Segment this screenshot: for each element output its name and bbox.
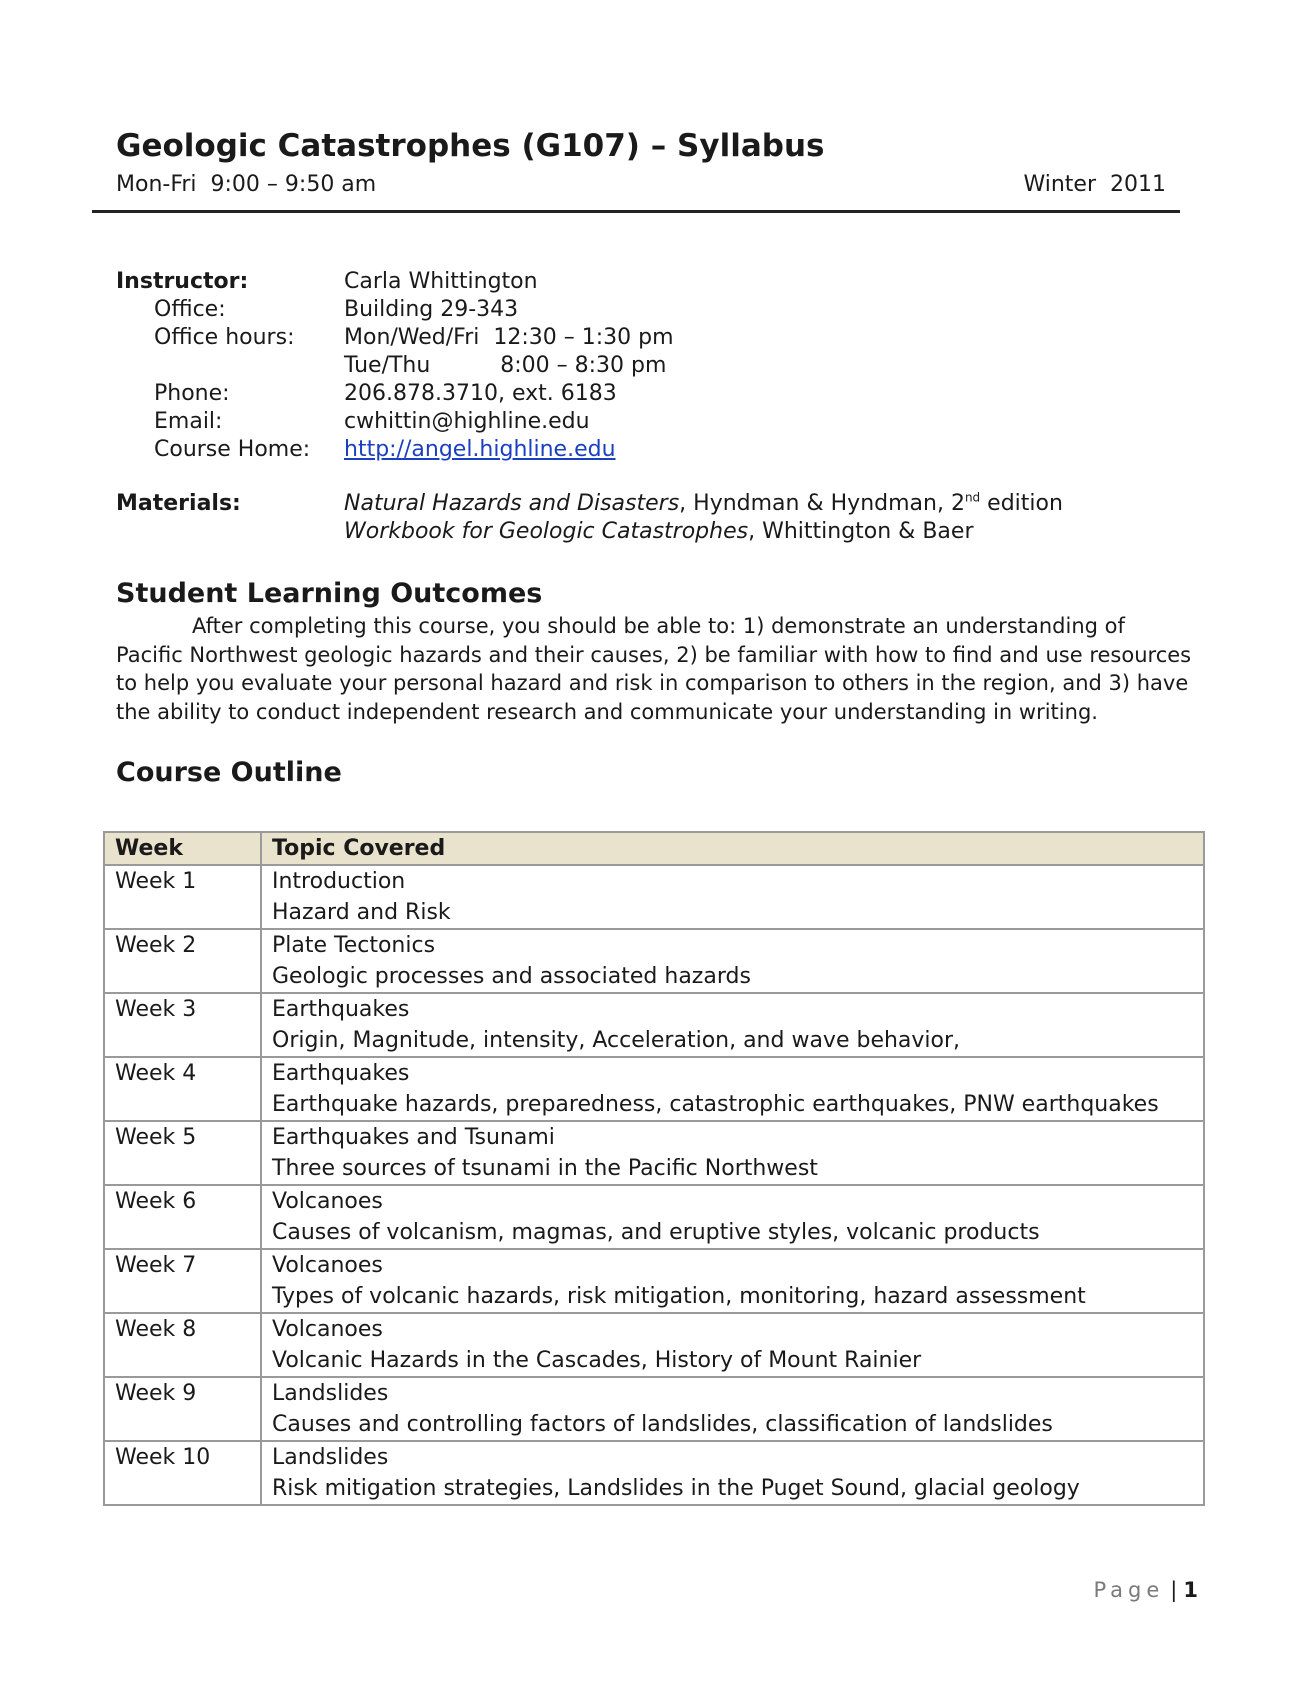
week-cell: Week 1: [104, 865, 261, 929]
office-hours-tt: Tue/Thu 8:00 – 8:30 pm: [344, 353, 667, 378]
office-label: Office:: [154, 297, 226, 322]
office-hours-label: Office hours:: [154, 325, 295, 350]
course-outline-table: [103, 831, 1205, 1506]
topic-title: Introduction: [272, 869, 406, 894]
book-1-edition: edition: [980, 491, 1063, 516]
office-hours-mwf: Mon/Wed/Fri 12:30 – 1:30 pm: [344, 325, 674, 350]
outcomes-line: Pacific Northwest geologic hazards and their causes, 2) be familiar with how to find and use resources: [116, 642, 1192, 667]
class-schedule: Mon-Fri 9:00 – 9:50 am: [116, 172, 377, 197]
topic-title: Landslides: [272, 1445, 389, 1470]
topic-detail: Origin, Magnitude, intensity, Acceleration, and wave behavior,: [272, 1028, 961, 1053]
phone-value: 206.878.3710, ext. 6183: [344, 381, 617, 406]
topic-title: Earthquakes: [272, 997, 410, 1022]
topic-cell: [261, 1185, 1204, 1249]
topic-title: Plate Tectonics: [272, 933, 436, 958]
table-row: [104, 993, 1204, 1057]
table-row: [104, 1313, 1204, 1377]
course-home-label: Course Home:: [154, 437, 311, 462]
week-cell: Week 8: [104, 1313, 261, 1377]
column-header-topic: Topic Covered: [261, 832, 1204, 865]
office-value: Building 29-343: [344, 297, 519, 322]
topic-detail: Volcanic Hazards in the Cascades, History of Mount Rainier: [272, 1348, 922, 1373]
page-number: 1: [1183, 1578, 1198, 1602]
topic-title: Volcanoes: [272, 1253, 383, 1278]
topic-detail: Causes and controlling factors of landslides, classification of landslides: [272, 1412, 1053, 1437]
term-label: Winter 2011: [1023, 172, 1166, 197]
materials-book-2: [344, 518, 974, 546]
topic-cell: [261, 993, 1204, 1057]
week-cell: Week 10: [104, 1441, 261, 1505]
topic-title: Volcanoes: [272, 1317, 383, 1342]
topic-cell: [261, 865, 1204, 929]
email-label: Email:: [154, 409, 223, 434]
page-footer: [1093, 1578, 1198, 1602]
book-1-authors: , Hyndman & Hyndman, 2: [679, 491, 965, 516]
week-cell: Week 5: [104, 1121, 261, 1185]
instructor-name: Carla Whittington: [344, 269, 538, 294]
topic-detail: Causes of volcanism, magmas, and eruptive styles, volcanic products: [272, 1220, 1040, 1245]
instructor-label: Instructor:: [116, 269, 249, 294]
topic-title: Landslides: [272, 1381, 389, 1406]
table-row: [104, 929, 1204, 993]
document-title: Geologic Catastrophes (G107) – Syllabus: [116, 128, 825, 164]
week-cell: Week 4: [104, 1057, 261, 1121]
table-row: [104, 1121, 1204, 1185]
course-home-link[interactable]: http://angel.highline.edu: [344, 437, 616, 462]
topic-cell: [261, 929, 1204, 993]
week-cell: Week 3: [104, 993, 261, 1057]
topic-title: Earthquakes: [272, 1061, 410, 1086]
outcomes-heading: Student Learning Outcomes: [116, 578, 543, 609]
topic-detail: Earthquake hazards, preparedness, catastrophic earthquakes, PNW earthquakes: [272, 1092, 1159, 1117]
course-outline-heading: Course Outline: [116, 757, 342, 788]
table-row: [104, 1441, 1204, 1505]
book-1-title: Natural Hazards and Disasters: [344, 491, 680, 516]
outcomes-line: the ability to conduct independent research and communicate your understanding in writing.: [116, 699, 1098, 724]
outcomes-paragraph: [116, 612, 1192, 726]
table-row: [104, 1057, 1204, 1121]
page-word: Page: [1093, 1578, 1165, 1602]
topic-title: Volcanoes: [272, 1189, 383, 1214]
table-row: [104, 1185, 1204, 1249]
materials-label: Materials:: [116, 491, 241, 516]
week-cell: Week 2: [104, 929, 261, 993]
outcomes-line: to help you evaluate your personal hazard and risk in comparison to others in the region, and 3) have: [116, 671, 1189, 695]
topic-cell: [261, 1441, 1204, 1505]
topic-detail: Hazard and Risk: [272, 900, 451, 925]
book-2-authors: , Whittington & Baer: [748, 519, 974, 544]
phone-label: Phone:: [154, 381, 230, 406]
table-header-row: [104, 832, 1204, 865]
table-row: [104, 1377, 1204, 1441]
column-header-week: Week: [104, 832, 261, 865]
topic-cell: [261, 1313, 1204, 1377]
topic-cell: [261, 1121, 1204, 1185]
book-1-edition-sup: nd: [964, 490, 981, 505]
topic-detail: Types of volcanic hazards, risk mitigation, monitoring, hazard assessment: [272, 1284, 1086, 1309]
week-cell: Week 7: [104, 1249, 261, 1313]
topic-detail: Three sources of tsunami in the Pacific Northwest: [272, 1156, 818, 1181]
week-cell: Week 9: [104, 1377, 261, 1441]
topic-detail: Geologic processes and associated hazards: [272, 964, 751, 989]
table-row: [104, 865, 1204, 929]
book-2-title: Workbook for Geologic Catastrophes: [344, 519, 749, 544]
header-divider: [92, 210, 1180, 213]
materials-book-1: [344, 490, 1063, 518]
email-value: cwhittin@highline.edu: [344, 409, 590, 434]
page-separator: |: [1170, 1578, 1178, 1602]
topic-cell: [261, 1249, 1204, 1313]
topic-title: Earthquakes and Tsunami: [272, 1125, 555, 1150]
week-cell: Week 6: [104, 1185, 261, 1249]
outcomes-line: After completing this course, you should be able to: 1) demonstrate an understanding of: [192, 614, 1125, 638]
topic-cell: [261, 1377, 1204, 1441]
table-row: [104, 1249, 1204, 1313]
topic-detail: Risk mitigation strategies, Landslides in the Puget Sound, glacial geology: [272, 1476, 1080, 1501]
topic-cell: [261, 1057, 1204, 1121]
